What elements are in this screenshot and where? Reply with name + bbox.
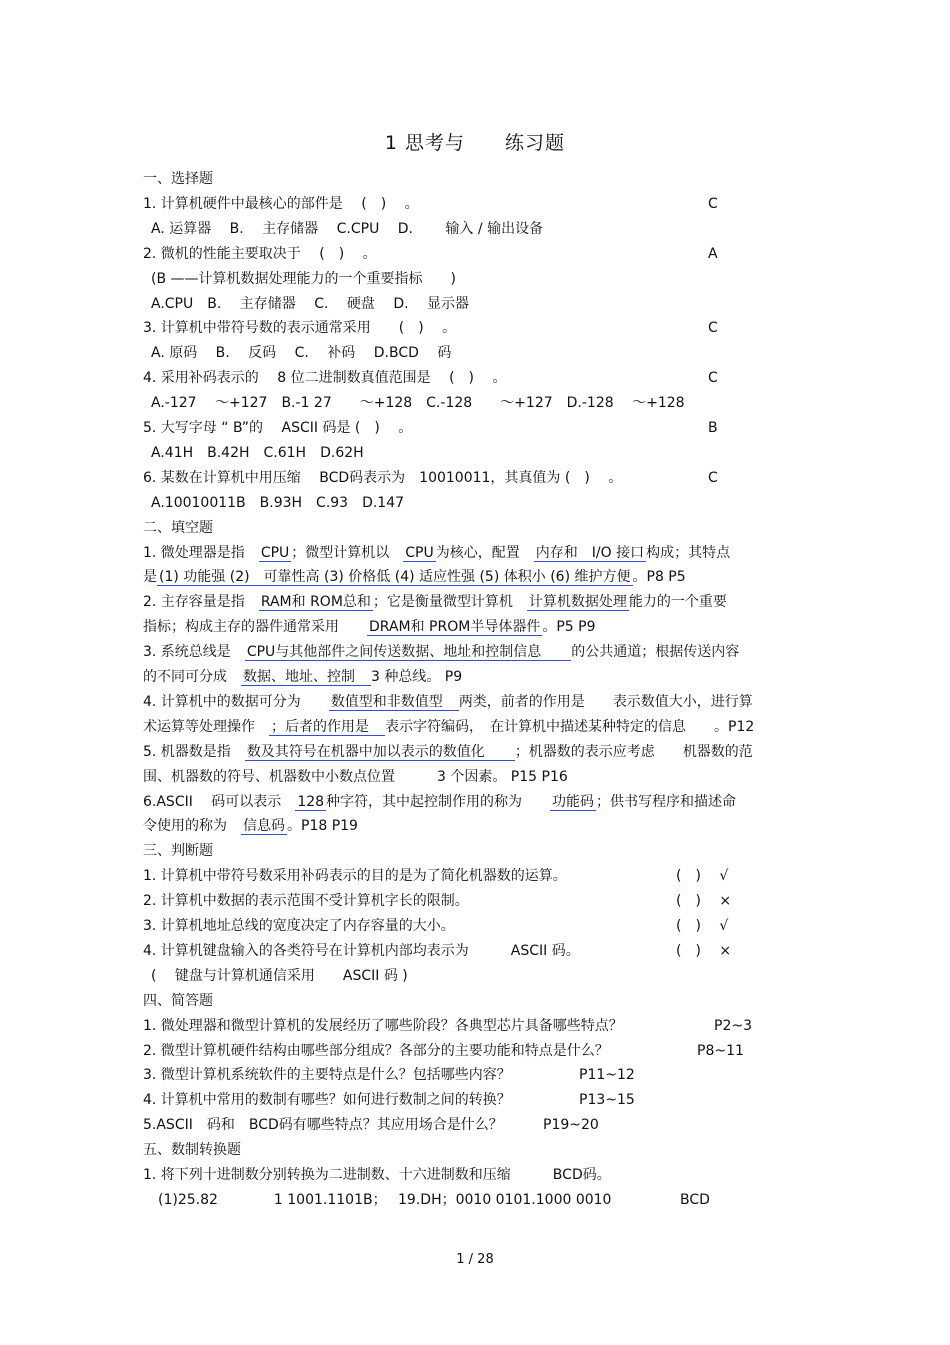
text-line: 指标；构成主存的器件通常采用 DRAM和 PROM半导体器件 。P5 P9	[143, 619, 596, 635]
text-line: 3. 系统总线是 CPU与其他部件之间传送数据、地址和控制信息 的公共通道；根据传送内容	[143, 644, 740, 660]
judge-answer: ( ) √	[676, 868, 729, 884]
answer-key: C	[708, 320, 718, 336]
text-line: 6. 某数在计算机中用压缩 BCD码表示为 10010011，其真值为 ( ) 。	[143, 470, 623, 486]
text-line: 5.ASCII 码和 BCD码有哪些特点？其应用场合是什么？	[143, 1117, 503, 1133]
text-line: 4. 采用补码表示的 8 位二进制数真值范围是 ( ) 。	[143, 370, 507, 386]
filled-blank: 128	[297, 794, 325, 810]
text-line: 一、选择题	[143, 171, 213, 187]
filled-blank: CPU	[405, 545, 434, 561]
text-line: A. 运算器 B. 主存储器 C.CPU D. 输入 / 输出设备	[151, 221, 544, 237]
judge-answer: ( ) ×	[676, 893, 732, 909]
answer-key: C	[708, 470, 718, 486]
filled-blank: 数及其符号在机器中加以表示的数值化	[246, 744, 513, 760]
answer-key: A	[708, 246, 718, 262]
text-line: 四、简答题	[143, 993, 213, 1009]
text-line: 1. 微处理器和微型计算机的发展经历了哪些阶段？各典型芯片具备哪些特点？	[143, 1018, 623, 1034]
text-line: 3. 微型计算机系统软件的主要特点是什么？包括哪些内容？	[143, 1067, 511, 1083]
page-reference: BCD	[680, 1192, 710, 1208]
text-line: A. 原码 B. 反码 C. 补码 D.BCD 码	[151, 345, 452, 361]
judge-answer: ( ) √	[676, 918, 729, 934]
text-line: 令使用的称为 信息码 。P18 P19	[143, 818, 358, 834]
text-line: 1. 将下列十进制数分别转换为二进制数、十六进制数和压缩 BCD码。	[143, 1167, 611, 1183]
filled-blank: 计算机数据处理	[528, 594, 627, 610]
text-line: A.-127 ～+127 B.-1 27 ～+128 C.-128 ～+127 D.-128 ～+128	[151, 395, 685, 411]
text-line: 2. 计算机中数据的表示范围不受计算机字长的限制。	[143, 893, 469, 909]
judge-answer: ( ) ×	[676, 943, 732, 959]
answer-key: C	[708, 370, 718, 386]
text-line: 的不同可分成 数据、地址、控制 3 种总线。 P9	[143, 669, 463, 685]
text-line: 2. 微机的性能主要取决于 ( ) 。	[143, 246, 377, 262]
page-title: 1 思考与 练习题	[384, 132, 566, 154]
answer-key: B	[708, 420, 718, 436]
filled-blank: CPU与其他部件之间传送数据、地址和控制信息	[246, 644, 570, 660]
text-line: 3. 计算机地址总线的宽度决定了内存容量的大小。	[143, 918, 455, 934]
filled-blank: ；后者的作用是	[271, 719, 383, 735]
text-line: 三、判断题	[143, 843, 213, 859]
filled-blank: (1) 功能强 (2) 可靠性高 (3) 价格低 (4) 适应性强 (5) 体积小 (6) 维护方便	[159, 569, 631, 585]
text-line: 4. 计算机中常用的数制有哪些？如何进行数制之间的转换？	[143, 1092, 511, 1108]
page-reference: P2~3	[714, 1018, 752, 1034]
text-line: A.CPU B. 主存储器 C. 硬盘 D. 显示器	[151, 296, 470, 312]
text-line: 是 (1) 功能强 (2) 可靠性高 (3) 价格低 (4) 适应性强 (5) 体积小 (6) 维护方便 。P8 P5	[143, 569, 686, 585]
text-line: 3. 计算机中带符号数的表示通常采用 ( ) 。	[143, 320, 457, 336]
filled-blank: 内存和 I/O 接口	[535, 545, 645, 561]
text-line: 1. 计算机中带符号数采用补码表示的目的是为了简化机器数的运算。	[143, 868, 567, 884]
answer-key: C	[708, 196, 718, 212]
page-reference: P8~11	[697, 1043, 744, 1059]
filled-blank: DRAM和 PROM半导体器件	[369, 619, 541, 635]
text-line: 2. 主存容量是指 RAM和 ROM总和 ；它是衡量微型计算机 计算机数据处理 能力的一个重要	[143, 594, 727, 610]
text-line: 二、填空题	[143, 520, 213, 536]
text-line: 1. 微处理器是指 CPU ；微型计算机以 CPU 为核心，配置 内存和 I/O 接口 构成；其特点	[143, 545, 731, 561]
text-line: 4. 计算机键盘输入的各类符号在计算机内部均表示为 ASCII 码。	[143, 943, 580, 959]
text-line: 五、数制转换题	[143, 1142, 241, 1158]
filled-blank: 数值型和非数值型	[330, 694, 457, 710]
filled-blank: 信息码	[243, 818, 285, 834]
filled-blank: 功能码	[552, 794, 595, 810]
text-line: 围、机器数的符号、机器数中小数点位置 3 个因素。 P15 P16	[143, 769, 568, 785]
page-reference: P11~12	[579, 1067, 635, 1083]
text-line: 2. 微型计算机硬件结构由哪些部分组成？各部分的主要功能和特点是什么？	[143, 1043, 609, 1059]
text-line: 术运算等处理操作 ；后者的作用是 表示字符编码， 在计算机中描述某种特定的信息 。P12	[143, 719, 755, 735]
text-line: 6.ASCII 码可以表示 128 种字符，其中起控制作用的称为 功能码 ；供书写程序和描述命	[143, 794, 737, 810]
text-line: A.10010011B B.93H C.93 D.147	[151, 495, 405, 511]
filled-blank: 数据、地址、控制	[243, 669, 369, 685]
text-line: 5. 大写字母 “ B”的 ASCII 码是 ( ) 。	[143, 420, 413, 436]
filled-blank: RAM和 ROM总和	[260, 594, 371, 610]
filled-blank: CPU	[260, 545, 290, 561]
text-line: (B ——计算机数据处理能力的一个重要指标 )	[151, 271, 456, 287]
text-line: 1. 计算机硬件中最核心的部件是 ( ) 。	[143, 196, 419, 212]
text-line: A.41H B.42H C.61H D.62H	[151, 445, 364, 461]
text-line: (1)25.82 1 1001.1101B； 19.DH；0010 0101.1000 0010	[158, 1192, 612, 1208]
text-line: 4. 计算机中的数据可分为 数值型和非数值型 两类，前者的作用是 表示数值大小，进行算	[143, 694, 753, 710]
page-reference: P19~20	[543, 1117, 599, 1133]
page-reference: P13~15	[579, 1092, 635, 1108]
page-number: 1 / 28	[456, 1252, 494, 1267]
text-line: 5. 机器数是指 数及其符号在机器中加以表示的数值化 ；机器数的表示应考虑 机器数的范	[143, 744, 753, 760]
text-line: ( 键盘与计算机通信采用 ASCII 码 )	[151, 968, 408, 984]
